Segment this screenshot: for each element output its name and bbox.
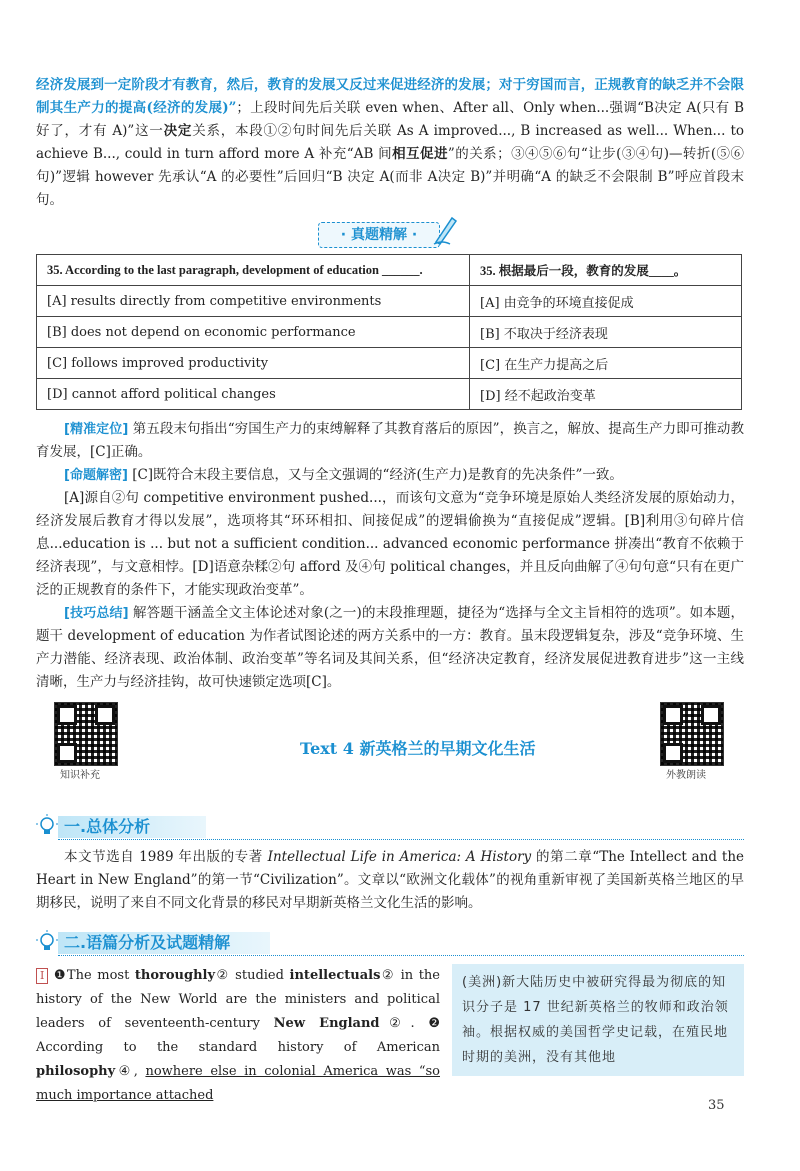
translation-note: (美洲)新大陆历史中被研究得最为彻底的知识分子是 17 世纪新英格兰的牧师和政治领袖。根据权威的美国哲学史记载，在殖民地时期的美洲，没有其他地 — [452, 964, 744, 1076]
option-a-en: [A] results directly from competitive environments — [37, 286, 470, 317]
section-heading-discourse — [36, 930, 744, 956]
question-table — [36, 254, 742, 410]
vocab-new-england: New England — [273, 1016, 380, 1031]
vocab-intellectuals: intellectuals — [289, 968, 381, 983]
page-number: 35 — [708, 1098, 725, 1113]
option-d-en: [D] cannot afford political changes — [37, 379, 470, 410]
passage-paragraph-1: Ⅰ ❶The most thoroughly② studied intellectuals② in the history of the New World are the ministers and political leaders of seventeenth-century New England②. ❷ According to the standard history of American philosophy④, nowhere else in colonial America was “so much importance attached — [36, 968, 440, 1103]
tag-skill: [技巧总结] — [64, 606, 129, 621]
analysis-skill — [36, 602, 744, 694]
book-title: Intellectual Life in America: A History — [267, 849, 532, 865]
option-row — [37, 348, 742, 379]
section1-body: 本文节选自 1989 年出版的专著 Intellectual Life in America: A History 的第二章“The Intellect and the Heart in New England”的第一节“Civilization”。文章以“欧洲文化载体”的视角重新审视了美国新英格兰地区的早期移民，说明了来自不同文化背景的移民对早期新英格兰文化生活的影响。 — [36, 849, 745, 911]
qr-label-knowledge: 知识补充 — [60, 770, 100, 781]
tag-precise: [精准定位] — [64, 422, 129, 437]
question-en-head: 35. According to the last paragraph, development of education ______. — [37, 255, 470, 286]
lightbulb-icon — [36, 930, 58, 954]
analysis-text-2: [C]既符合末段主要信息，又与全文强调的“经济(生产力)是教育的先决条件”一致。 — [132, 467, 623, 483]
intro-paragraph — [36, 74, 744, 212]
option-b-zh: [B] 不取决于经济表现 — [470, 317, 742, 348]
option-c-en: [C] follows improved productivity — [37, 348, 470, 379]
analysis-decode — [36, 464, 744, 487]
vocab-philosophy: philosophy — [36, 1064, 116, 1079]
qr-code-knowledge[interactable] — [54, 702, 118, 766]
option-c-zh: [C] 在生产力提高之后 — [470, 348, 742, 379]
question-header-row — [37, 255, 742, 286]
intro-text-3: ”的关系；③④⑤⑥句“让步(③④句)—转折(⑤⑥句)”逻辑 however 先承认“A 的必要性”后回归“B 决定 A(而非 A决定 B)”并明确“A 的缺乏不会限制 B”呼应首段末句。 — [36, 146, 745, 208]
intro-text-2: 关系，本段①②句时间先后关联 As A improved..., B increased as well... When... to achieve B..., could in turn afford more A 补充“AB 间 — [36, 123, 744, 162]
analysis-text-4: 解答题干涵盖全文主体论述对象(之一)的末段推理题，捷径为“选择与全文主旨相符的选项”。如本题，题干 development of education 为作者试图论述的两方关系中的一方：教育。虽末段逻辑复杂，涉及“竞争环境、生产力潜能、经济表现、政治体制、政治变革”等名词及其间关系，但“经济决定教育，经济发展促进教育进步”这一主线清晰，生产力与经济挂钩，故可快速锁定选项[C]。 — [36, 605, 745, 690]
intro-highlight: 经济发展到一定阶段才有教育，然后，教育的发展又反过来促进经济的发展；对于穷国而言，正规教育的缺乏并不会限制其生产力的提高(经济的发展)” — [36, 77, 744, 116]
section1-title: 一.总体分析 — [64, 817, 151, 836]
qr-label-reading: 外教朗读 — [666, 770, 706, 781]
option-a-zh: [A] 由竞争的环境直接促成 — [470, 286, 742, 317]
text4-title: Text 4 新英格兰的早期文化生活 — [300, 739, 536, 758]
analysis-text-1: 第五段末句指出“穷国生产力的束缚解释了其教育落后的原因”，换言之，解放、提高生产力即可推动教育发展，[C]正确。 — [36, 421, 744, 460]
section2-title: 二.语篇分析及试题精解 — [64, 933, 231, 952]
option-row — [37, 379, 742, 410]
analysis-precise — [36, 418, 744, 464]
option-d-zh: [D] 经不起政治变革 — [470, 379, 742, 410]
question-zh-head: 35. 根据最后一段，教育的发展____。 — [470, 255, 742, 286]
section-heading-overall — [36, 814, 744, 840]
option-row — [37, 317, 742, 348]
intro-bold-2: 相互促进 — [392, 146, 448, 162]
paragraph-marker: Ⅰ — [36, 968, 48, 984]
intro-text-1: ；上段时间先后关联 even when、After all、Only when...强调“B决定 A(只有 B好了，才有 A)”这一 — [36, 100, 744, 139]
tag-decode: [命题解密] — [64, 468, 128, 483]
intro-bold-1: 决定 — [163, 123, 193, 139]
lightbulb-icon — [36, 814, 58, 838]
option-row — [37, 286, 742, 317]
underlined-clause: nowhere else in colonial America was “so much importance attached — [36, 1064, 440, 1103]
qr-code-reading[interactable] — [660, 702, 724, 766]
option-b-en: [B] does not depend on economic performance — [37, 317, 470, 348]
pen-icon — [432, 214, 458, 246]
vocab-thoroughly: thoroughly — [134, 968, 216, 983]
exam-analysis-banner: · 真题精解 · — [318, 222, 440, 248]
analysis-distractors: [A]源自②句 competitive environment pushed...，而该句文意为“竞争环境是原始人类经济发展的原始动力，经济发展后教育才得以发展”，选项将其“环环相扣、间接促成”的逻辑偷换为“直接促成”逻辑。[B]利用③句碎片信息...education is ... but not a sufficient condition... advanced economic performance 拼凑出“教育不依赖于经济表现”，与文意相悖。[D]语意杂糅②句 afford 及④句 political changes，并且反向曲解了④句句意“只有在更广泛的正规教育的条件下，才能实现政治变革”。 — [36, 490, 744, 598]
